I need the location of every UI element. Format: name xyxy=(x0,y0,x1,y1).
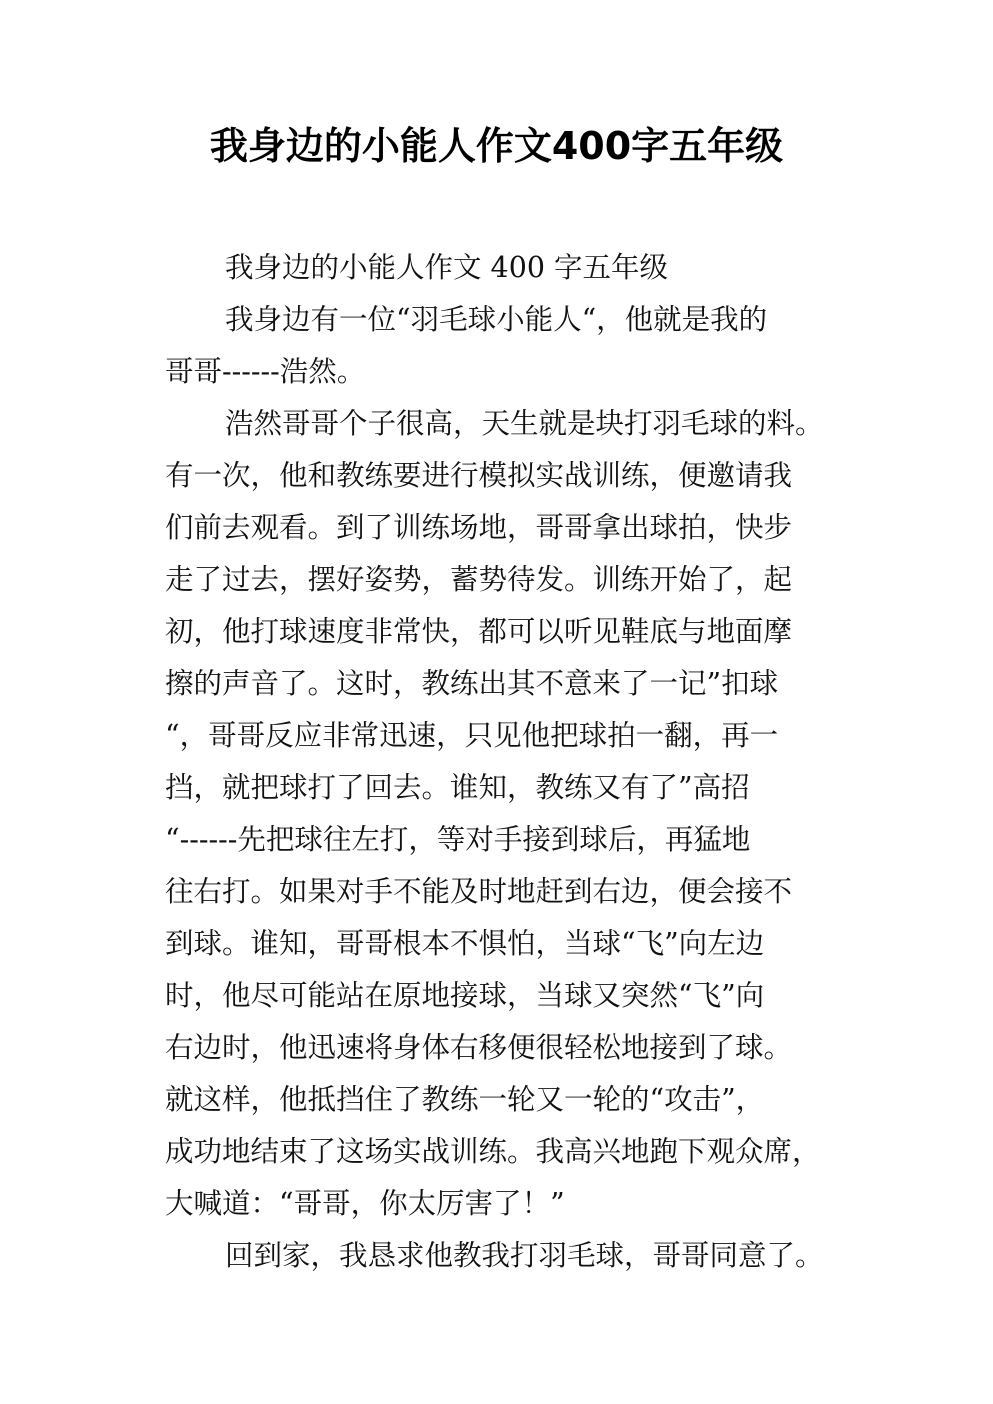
text-line: 哥哥------浩然。 xyxy=(165,355,366,388)
text-line: 擦的声音了。这时，教练出其不意来了一记”扣球 xyxy=(165,667,779,700)
text-line: 成功地结束了这场实战训练。我高兴地跑下观众席， xyxy=(165,1135,821,1168)
text-line: 到球。谁知，哥哥根本不惧怕，当球“飞”向左边 xyxy=(165,927,765,960)
text-line: 走了过去，摆好姿势，蓄势待发。训练开始了，起 xyxy=(165,563,793,596)
text-line: 有一次，他和教练要进行模拟实战训练，便邀请我 xyxy=(165,459,793,492)
text-line: 回到家，我恳求他教我打羽毛球，哥哥同意了。 xyxy=(225,1239,824,1272)
text-line: 右边时，他迅速将身体右移便很轻松地接到了球。 xyxy=(165,1031,793,1064)
text-line: 们前去观看。到了训练场地，哥哥拿出球拍，快步 xyxy=(165,511,793,544)
text-line: “，哥哥反应非常迅速，只见他把球拍一翻，再一 xyxy=(165,719,779,752)
text-line: 就这样，他抵挡住了教练一轮又一轮的“攻击”， xyxy=(165,1083,765,1116)
text-line: 我身边的小能人作文 400 字五年级 xyxy=(225,251,669,284)
text-line: 我身边有一位“羽毛球小能人“，他就是我的 xyxy=(225,303,768,336)
text-line: 大喊道：“哥哥，你太厉害了！” xyxy=(165,1187,565,1220)
document-body xyxy=(165,242,865,1282)
document-title: 我身边的小能人作文400字五年级 xyxy=(209,124,784,168)
text-line: “------先把球往左打，等对手接到球后，再猛地 xyxy=(165,823,751,856)
text-line: 时，他尽可能站在原地接球，当球又突然“飞”向 xyxy=(165,979,765,1012)
text-line: 往右打。如果对手不能及时地赶到右边，便会接不 xyxy=(165,875,793,908)
text-line: 挡，就把球打了回去。谁知，教练又有了”高招 xyxy=(165,771,750,804)
text-line: 浩然哥哥个子很高，天生就是块打羽毛球的料。 xyxy=(225,407,824,440)
text-line: 初，他打球速度非常快，都可以听见鞋底与地面摩 xyxy=(165,615,793,648)
